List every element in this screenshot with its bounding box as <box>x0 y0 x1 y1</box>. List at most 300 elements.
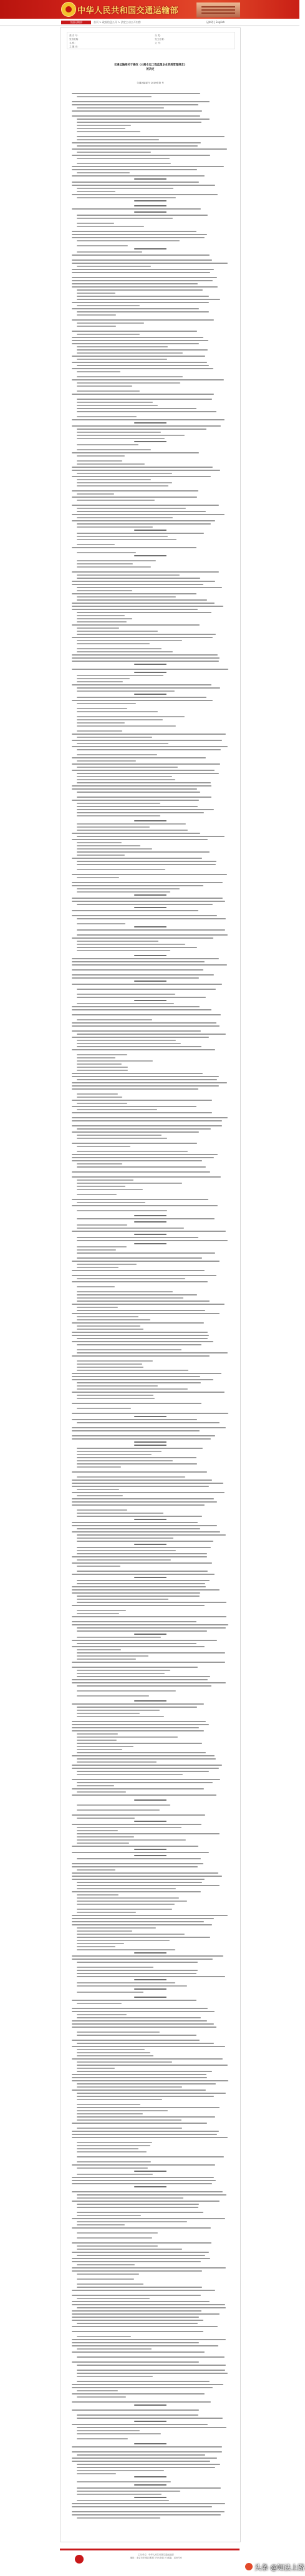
body-text-line <box>77 760 136 762</box>
body-text-line <box>77 2215 141 2216</box>
body-text-line <box>72 1525 217 1526</box>
body-text-line <box>77 240 180 241</box>
body-text-line <box>72 2074 206 2075</box>
body-text-line <box>77 1610 126 1611</box>
body-text-line <box>77 826 150 828</box>
body-text-line <box>77 1054 127 1055</box>
body-text-line <box>77 1194 117 1195</box>
body-text-line <box>77 517 173 518</box>
body-text-line <box>77 1658 136 1660</box>
body-text-line <box>72 1824 201 1825</box>
body-text-line <box>72 1556 207 1557</box>
body-text-line <box>77 1973 196 1974</box>
body-text-line <box>77 643 150 644</box>
body-text-line <box>72 603 215 604</box>
body-text-line <box>72 1332 208 1333</box>
body-text-line <box>77 1827 182 1828</box>
body-text-line <box>72 915 217 916</box>
body-text-line <box>77 449 151 450</box>
body-text-line <box>77 1749 122 1750</box>
footer-line-2: 地址：北京市东城区建国门内大街11号 邮编：100736 <box>130 2557 182 2559</box>
body-text-line <box>72 1924 212 1925</box>
body-text-line <box>72 874 227 875</box>
body-text-line <box>77 1962 198 1963</box>
body-text-line <box>77 809 214 810</box>
body-text-line <box>72 654 218 656</box>
body-text-line <box>77 2003 122 2004</box>
body-text-line <box>77 590 132 591</box>
national-emblem-icon <box>61 2 76 17</box>
body-text-line <box>77 2470 164 2471</box>
body-text-line <box>72 898 223 899</box>
body-text-line <box>77 2014 127 2015</box>
body-text-line <box>77 944 185 945</box>
body-text-line <box>77 2224 125 2225</box>
body-text-line <box>77 1967 153 1968</box>
body-text-line <box>72 1435 215 1436</box>
body-text-line <box>77 864 216 865</box>
body-text-line <box>77 2487 221 2489</box>
body-text-line <box>77 2156 224 2157</box>
body-text-line <box>77 1237 198 1238</box>
body-text-line <box>72 340 208 341</box>
body-text-line <box>72 1891 201 1892</box>
body-text-line <box>134 907 167 908</box>
body-text-line <box>72 763 220 765</box>
body-text-line <box>72 2313 220 2315</box>
body-text-line <box>77 1927 156 1929</box>
body-text-line <box>77 989 216 990</box>
body-text-line <box>77 929 225 931</box>
body-text-line <box>77 1761 157 1763</box>
body-text-line <box>72 1918 214 1919</box>
body-text-line <box>134 1979 167 1980</box>
body-text-line <box>77 1003 174 1004</box>
body-text-line <box>72 1125 222 1126</box>
body-text-line <box>77 1509 127 1511</box>
site-logo[interactable]: 交通运输部 <box>61 21 91 24</box>
body-text-line <box>72 1313 220 1314</box>
body-text-line <box>72 2261 201 2262</box>
body-text-line <box>72 237 205 238</box>
body-text-line <box>72 394 214 395</box>
body-text-line <box>72 337 203 338</box>
body-text-line <box>77 2287 202 2288</box>
body-text-line <box>77 716 185 717</box>
body-text-line <box>72 1014 221 1015</box>
body-text-line <box>72 490 198 491</box>
body-text-line <box>77 640 182 641</box>
body-text-line <box>77 1713 140 1714</box>
body-text-line <box>72 2270 202 2272</box>
body-text-line <box>77 2356 225 2358</box>
body-text-line <box>77 1363 142 1365</box>
body-text-line <box>72 547 196 548</box>
body-text-line <box>77 1454 152 1455</box>
body-text-line <box>72 1794 216 1796</box>
body-text-line <box>77 2390 118 2391</box>
body-text-line <box>72 1586 206 1587</box>
body-text-line <box>77 1716 164 1717</box>
body-text-line <box>77 599 207 601</box>
body-text-line <box>77 1097 122 1098</box>
body-text-line <box>77 1771 209 1772</box>
body-text-line <box>72 452 199 453</box>
body-text-line <box>72 302 209 303</box>
body-text-line <box>72 1730 204 1731</box>
body-text-line <box>77 596 176 598</box>
body-text-line <box>77 1166 206 1168</box>
body-text-line <box>77 812 204 813</box>
body-text-line <box>77 2093 226 2094</box>
body-text-line <box>77 861 216 862</box>
body-text-line <box>77 1685 211 1687</box>
body-text-line <box>134 1441 167 1443</box>
body-text-line <box>77 587 222 588</box>
body-text-line <box>77 416 137 417</box>
breadcrumb[interactable]: 首页 > 政府信息公开 > 法定主动公开内容 <box>94 21 141 24</box>
body-text-line <box>77 245 128 246</box>
body-text-line <box>77 1550 176 1551</box>
body-text-line <box>77 2494 162 2495</box>
body-text-line <box>72 1574 215 1575</box>
body-text-line <box>77 1897 179 1899</box>
body-text-line <box>72 974 214 976</box>
body-text-line <box>77 326 116 327</box>
body-text-line <box>77 1992 143 1993</box>
body-text-line <box>72 505 219 506</box>
body-text-line <box>72 1562 212 1564</box>
body-text-line <box>77 1457 196 1458</box>
body-text-line <box>72 581 215 582</box>
body-text-line <box>77 2500 169 2501</box>
body-text-line <box>72 1492 225 1493</box>
document-title-line-1: 交通运输部关于修改《公路水运工程监理企业资质管理规定》 <box>114 64 186 67</box>
body-text-line <box>77 2373 228 2374</box>
body-text-line <box>77 2207 198 2208</box>
body-text-line <box>72 2424 208 2425</box>
body-text-line <box>77 2086 182 2088</box>
watermark <box>244 2562 305 2574</box>
body-text-line <box>72 476 211 477</box>
body-text-line <box>134 205 167 206</box>
body-text-line <box>72 319 214 321</box>
body-text-line <box>77 223 114 224</box>
body-text-line <box>77 2096 214 2097</box>
document-panel <box>60 27 241 2542</box>
body-text-line <box>72 1009 211 1010</box>
body-text-line <box>77 1370 188 1371</box>
body-text-line <box>134 1416 167 1417</box>
body-text-line <box>77 1752 206 1753</box>
body-text-line <box>72 2089 206 2091</box>
body-text-line <box>72 2401 211 2403</box>
body-text-line <box>77 1352 228 1353</box>
body-text-line <box>77 621 127 622</box>
body-text-line <box>77 1385 158 1387</box>
body-text-line <box>72 1522 198 1523</box>
body-text-line <box>77 314 116 316</box>
body-text-line <box>72 467 213 468</box>
body-text-line <box>77 2148 138 2149</box>
body-text-line <box>77 293 115 294</box>
body-text-line <box>77 1882 202 1883</box>
body-text-line <box>72 1430 200 1431</box>
footer-line-1: 主办单位：中华人民共和国交通运输部 <box>138 2554 174 2556</box>
body-text-line <box>77 172 130 173</box>
body-text-line <box>72 2326 218 2327</box>
body-text-line <box>72 910 198 911</box>
body-text-line <box>77 891 170 893</box>
body-text-line <box>77 390 140 392</box>
body-text-line <box>72 2258 210 2259</box>
body-text-line <box>134 1243 167 1244</box>
body-text-line <box>77 2068 115 2069</box>
body-text-line <box>72 734 226 735</box>
body-text-line <box>77 2061 172 2063</box>
body-text-line <box>77 371 120 372</box>
body-text-line <box>77 1422 220 1423</box>
body-text-line <box>77 305 140 306</box>
site-banner <box>0 0 299 19</box>
body-text-line <box>77 1894 119 1896</box>
body-text-line <box>72 208 201 210</box>
body-text-line <box>77 1210 167 1211</box>
body-text-line <box>77 1566 120 1567</box>
body-text-line <box>77 1649 121 1650</box>
body-text-line <box>77 2481 171 2482</box>
body-text-line <box>72 1721 206 1722</box>
body-text-line <box>77 2071 212 2072</box>
body-text-line <box>77 1774 183 1775</box>
body-text-line <box>77 2430 140 2431</box>
document-body <box>72 93 229 2525</box>
body-text-line <box>72 182 199 183</box>
body-text-line <box>77 463 145 465</box>
body-text-line <box>77 997 206 998</box>
body-text-line <box>77 289 203 291</box>
body-text-line <box>77 2083 216 2085</box>
body-text-line <box>77 2128 182 2129</box>
body-text-line <box>77 139 159 140</box>
body-text-line <box>77 1300 210 1302</box>
body-text-line <box>77 1580 210 1581</box>
body-text-line <box>77 411 216 412</box>
body-text-line <box>72 2317 199 2318</box>
body-text-line <box>72 1921 204 1922</box>
body-text-line <box>77 1909 172 1910</box>
body-text-line <box>72 1392 225 1393</box>
body-text-line <box>72 964 227 966</box>
body-text-line <box>72 175 205 177</box>
body-text-line <box>77 815 160 816</box>
body-text-line <box>77 1460 173 1461</box>
body-text-line <box>72 661 219 662</box>
body-text-line <box>134 1700 167 1702</box>
body-text-line <box>77 782 211 783</box>
body-text-line <box>77 493 114 495</box>
body-text-line <box>77 1109 157 1110</box>
body-text-line <box>77 749 221 750</box>
body-text-line <box>77 615 125 616</box>
body-text-line <box>77 552 136 553</box>
body-text-line <box>77 1690 176 1692</box>
body-text-line <box>77 1733 118 1735</box>
body-text-line <box>77 2298 150 2299</box>
body-text-line <box>72 104 198 105</box>
body-text-line <box>77 1252 215 1254</box>
body-text-line <box>72 231 196 232</box>
body-text-line <box>77 2283 143 2285</box>
body-text-line <box>77 2161 151 2162</box>
body-text-line <box>77 2052 150 2053</box>
body-text-line <box>77 1344 201 1345</box>
body-text-line <box>77 1602 226 1603</box>
body-text-line <box>77 687 220 689</box>
body-text-line <box>77 2145 150 2146</box>
document-title-line-2: 的决定 <box>146 68 155 71</box>
body-text-line <box>72 1006 200 1007</box>
body-text-line <box>77 1809 160 1811</box>
body-text-line <box>72 785 211 787</box>
body-text-line <box>77 2031 160 2033</box>
meta-docno-label: 文 号： <box>155 42 162 44</box>
body-text-line <box>77 1943 124 1944</box>
body-text-line <box>77 934 228 936</box>
body-text-line <box>77 2116 215 2118</box>
body-text-line <box>72 2080 228 2081</box>
top-links[interactable]: 无障碍 | English <box>206 21 225 24</box>
body-text-line <box>77 1067 128 1068</box>
footer-divider <box>60 2549 240 2550</box>
body-text-line <box>77 1338 208 1339</box>
body-text-line <box>134 1997 167 1998</box>
body-text-line <box>77 563 133 564</box>
body-text-line <box>77 119 210 120</box>
body-text-line <box>72 356 205 357</box>
body-text-line <box>72 1106 196 1107</box>
body-text-line <box>77 1904 175 1905</box>
body-text-line <box>134 672 167 673</box>
body-text-line <box>72 425 221 427</box>
body-text-line <box>72 1479 212 1481</box>
body-text-line <box>72 2191 223 2192</box>
body-text-line <box>77 1294 197 1295</box>
body-text-line <box>77 2427 226 2428</box>
body-text-line <box>77 1901 187 1902</box>
body-text-line <box>72 2506 212 2507</box>
body-text-line <box>134 1634 167 1635</box>
body-text-line <box>77 1785 114 1786</box>
body-text-line <box>134 1445 167 1446</box>
body-text-line <box>72 2077 207 2078</box>
body-text-line <box>77 382 180 384</box>
body-text-line <box>72 2387 213 2388</box>
body-text-line <box>72 1779 220 1780</box>
body-text-line <box>77 708 127 709</box>
body-text-line <box>77 1186 125 1187</box>
body-text-line <box>77 1448 203 1449</box>
body-text-line <box>77 432 161 433</box>
body-text-line <box>77 1516 202 1517</box>
body-text-line <box>134 441 167 442</box>
body-text-line <box>77 681 123 682</box>
body-text-line <box>77 511 206 512</box>
body-text-line <box>77 1246 127 1247</box>
body-text-line <box>72 788 197 790</box>
body-text-line <box>72 1037 209 1038</box>
body-text-line <box>77 631 158 632</box>
body-text-line <box>77 1202 145 1203</box>
body-text-line <box>72 2304 225 2305</box>
body-text-line <box>72 362 207 363</box>
body-text-line <box>72 2351 205 2353</box>
body-text-line <box>134 422 167 424</box>
body-text-line <box>72 1143 197 1144</box>
body-text-line <box>72 2183 212 2184</box>
body-text-line <box>77 1495 123 1496</box>
body-text-line <box>77 1676 210 1677</box>
body-text-line <box>77 1325 140 1327</box>
body-text-line <box>77 251 142 253</box>
body-text-line <box>77 823 186 825</box>
body-text-line <box>72 379 224 380</box>
body-text-line <box>77 1151 188 1152</box>
body-text-line <box>77 2043 214 2044</box>
body-text-line <box>72 1157 214 1158</box>
body-text-line <box>72 606 223 607</box>
body-text-line <box>77 533 204 534</box>
body-text-line <box>77 2467 215 2468</box>
body-text-line <box>72 2451 222 2453</box>
body-text-line <box>77 1982 175 1983</box>
document-number: 交通运输部令 2019年第 号 <box>137 82 164 84</box>
body-text-line <box>72 280 213 281</box>
body-text-line <box>77 923 125 924</box>
body-text-line <box>134 1821 167 1822</box>
body-text-line <box>77 2107 220 2108</box>
body-text-line <box>77 1070 128 1071</box>
body-text-line <box>134 981 167 982</box>
body-text-line <box>72 609 198 610</box>
body-text-line <box>72 1117 228 1118</box>
body-text-line <box>77 1388 188 1390</box>
body-text-line <box>77 1746 133 1747</box>
body-text-line <box>77 1057 115 1058</box>
body-text-line <box>77 1869 115 1871</box>
body-text-line <box>77 376 183 377</box>
body-text-line <box>72 1073 203 1074</box>
meta-title-label: 名 称： <box>69 42 77 44</box>
body-text-line <box>72 2384 223 2385</box>
body-text-line <box>72 1261 220 1262</box>
body-text-line <box>72 2310 201 2312</box>
banner-building-graphic <box>196 2 240 17</box>
body-text-line <box>77 877 119 878</box>
body-text-line <box>77 1758 216 1760</box>
body-text-line <box>72 2040 200 2041</box>
body-text-line <box>72 1030 201 1032</box>
body-text-line <box>134 820 167 821</box>
body-text-line <box>77 349 208 351</box>
body-text-line <box>77 719 163 720</box>
body-text-line <box>77 188 173 189</box>
body-text-line <box>77 145 198 147</box>
body-text-line <box>72 2290 215 2291</box>
body-text-line <box>77 322 144 324</box>
body-text-line <box>77 690 175 692</box>
body-text-line <box>77 2099 162 2100</box>
